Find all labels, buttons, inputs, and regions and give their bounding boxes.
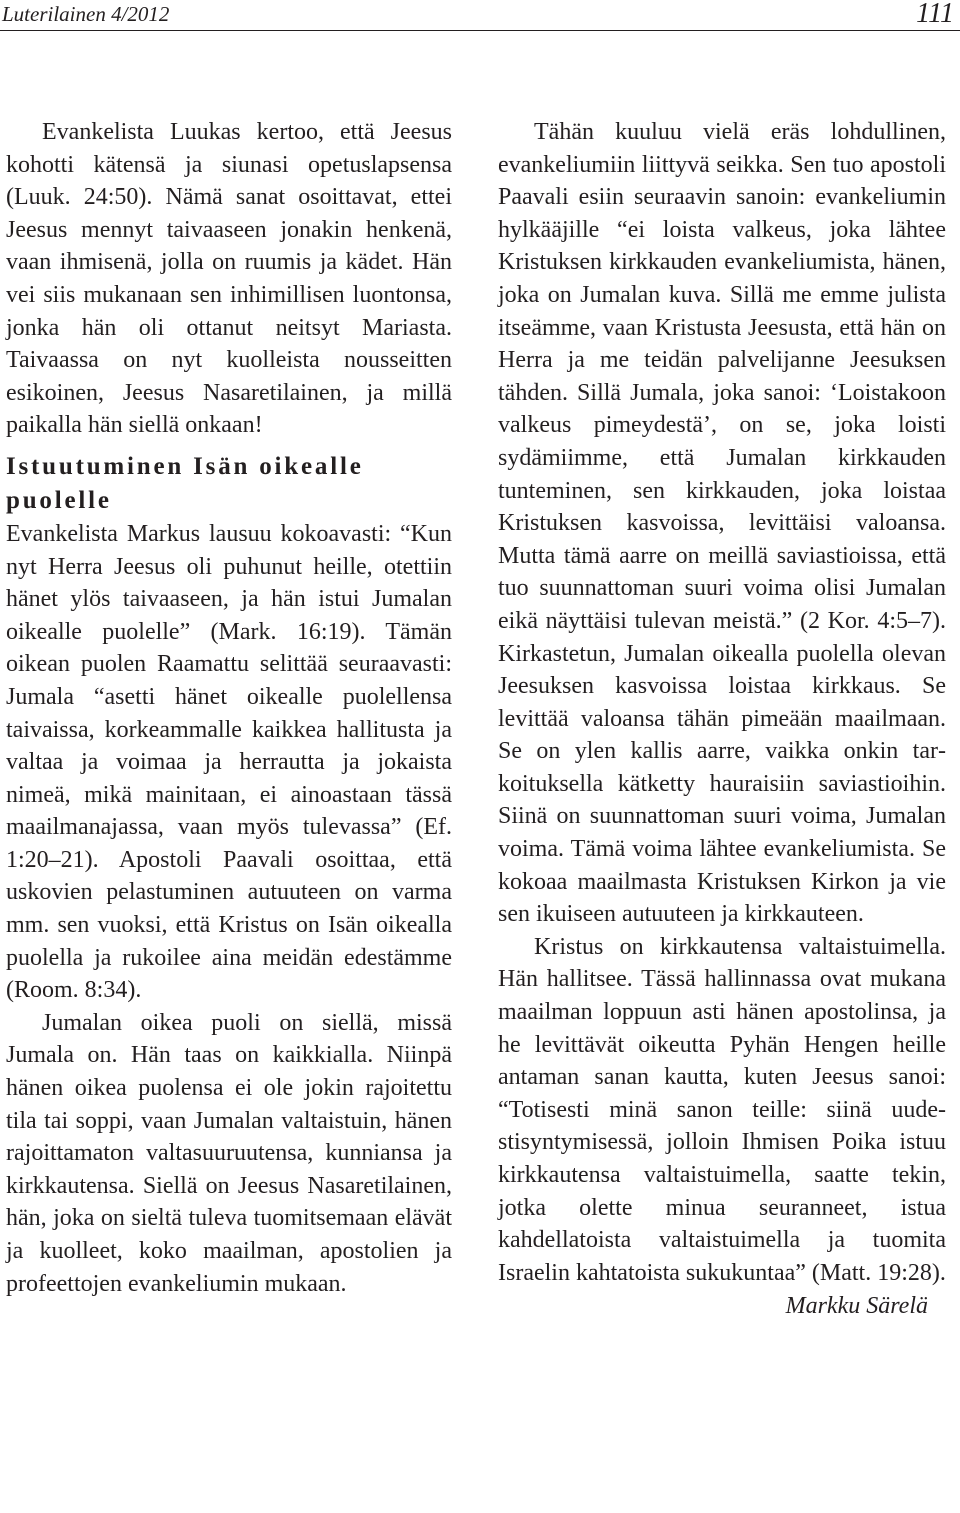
author-signature: Markku Särelä	[785, 1293, 928, 1320]
right-column	[498, 116, 946, 1321]
paragraph-gods-right-hand: Jumalan oikea puoli on siellä, missä Jumala on. Hän taas on kaikkialla. Niinpä hänen oikea puolensa ei ole jokin rajoitettu tila tai soppi, vaan Jumalan valtaistuin, hänen rajoittamaton valtasuuruutensa, kunniansa ja kirkkautensa. Siellä on Jeesus Nasaretilainen, hän, joka on sieltä tuleva tuomitsemaan elävät ja kuolleet, koko maailman, apostolien ja profeettojen evankeliumin mukaan.	[6, 1009, 452, 1297]
left-column	[6, 116, 452, 1300]
section-heading: Istuutuminen Isän oikealle puolelle	[6, 452, 364, 514]
page-number: 111	[916, 0, 954, 29]
paragraph-christ-reigns: Kristus on kirkkautensa valtaistuimella. Hän hallitsee. Tässä hallinnassa ovat mukana maailman loppuun asti hänen apostolinsa, ja he levittävät oikeutta Pyhän Hengen heille antaman sanan kautta, kuten Jeesus sanoi: “Totisesti minä sanon teille: siinä uudestisyntymisessä, jolloin Ihmisen Poika istuu kirkkautensa valtaistuimella, saatte tekin, jotka olette minua seuranneet, istua kahdellatoista valtaistuimella ja tuomita Israelin kahtatoista sukukuntaa” (Matt. 19:28).	[498, 933, 946, 1286]
paragraph-ascension: Evankelista Luukas kertoo, että Jeesus kohotti kätensä ja siunasi opetuslapsensa (Luuk. 24:50). Nämä sanat osoittavat, ettei Jeesus mennyt taivaaseen jonakin henkenä, vaan ihmisenä, jolla on ruumis ja kädet. Hän vei siis mukanaan sen inhimillisen luontonsa, jonka hän oli ottanut neitsyt Mariasta. Taivaassa on nyt kuolleista nousseitten esikoinen, Jeesus Nasaretilainen, ja millä paikalla hän siellä onkaan!	[6, 119, 452, 439]
paragraph-gospel-light: Tähän kuuluu vielä eräs lohdullinen, evankeliumiin liittyvä seikka. Sen tuo apostoli Paavali esiin seuraavin sanoin: evankeliumin hylkääjille “ei loista valkeus, joka lähtee Kristuksen kirkkauden evankeliumista, hänen, joka on Jumalan kuva. Sillä me emme julista itseämme, vaan Kristusta Jeesusta, että hän on Herra ja me teidän palvelijanne Jeesuksen tähden. Sillä Jumala, joka sanoi: ‘Loistakoon valkeus pimeydestä’, on se, joka loisti sydämiimme, että Jumalan kirkkauden tunteminen, sen kirkkauden, joka loistaa Kristuksen kasvoissa, levittäisi valoansa. Mutta tämä aarre on meillä saviastioissa, että tuo suunnattoman suuri voima olisi Jumalan eikä näyttäisi tulevan meistä.” (2 Kor. 4:5–7). Kirkastetun, Jumalan oikealla puolella olevan Jeesuksen kasvoissa loistaa kirkkaus. Se levittää valoansa tähän pimeään maailmaan. Se on ylen kallis aarre, vaikka onkin tarkoituksella kätketty hauraisiin saviastioihin. Siinä on suunnattoman suuri voima, Jumalan voima. Tämä voima lähtee evankeliumista. Se kokoaa maailmasta Kristuksen Kirkon ja vie sen ikuiseen autuuteen ja kirkkauteen.	[498, 119, 946, 928]
page-header	[0, 0, 960, 30]
header-rule	[0, 30, 960, 31]
journal-title: Luterilainen 4/2012	[2, 2, 170, 26]
paragraph-right-hand: Evankelista Markus lausuu kokoavasti: “Kun nyt Herra Jeesus oli puhunut heille, otettiin hänet ylös taivaaseen, ja hän istui Jumalan oikealle puolelle” (Mark. 16:19). Tämän oikean puolen Raamattu selittää seuraavasti: Jumala “asetti hänet oikealle puolellensa taivaissa, korkeammalle kaikkea hallitusta ja valtaa ja voimaa ja herrautta ja jokaista nimeä, mikä mainitaan, ei ainoastaan tässä maailmanajassa, vaan myös tulevassa” (Ef. 1:20–21). Apostoli Paavali osoittaa, että uskovien pelastuminen autuuteen on varma mm. sen vuoksi, että Kristus on Isän oikealla puolella ja rukoilee aina meidän edestämme (Room. 8:34).	[6, 520, 452, 1004]
